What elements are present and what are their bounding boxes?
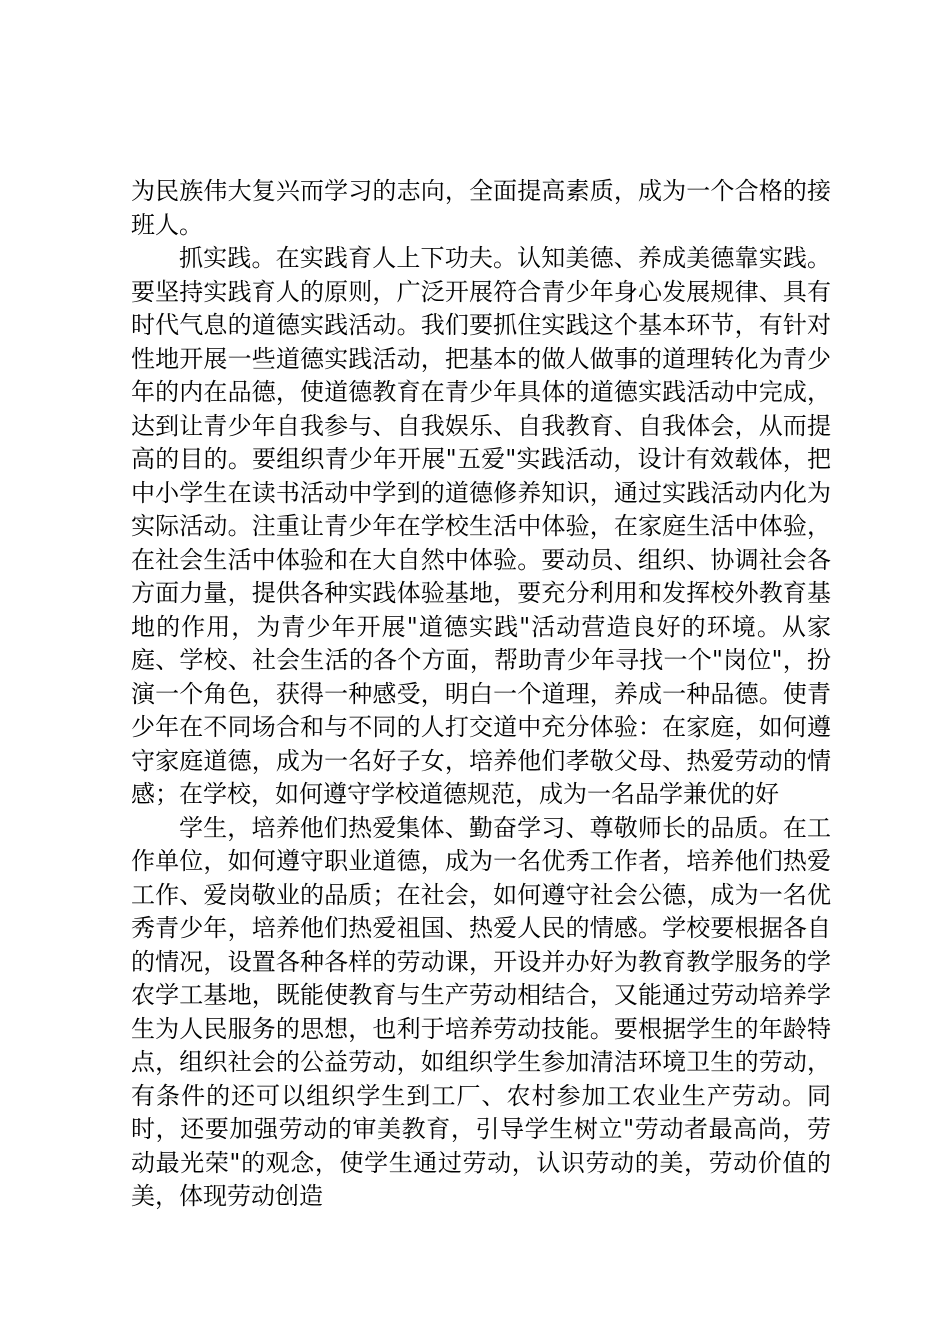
paragraph-2: 抓实践。在实践育人上下功夫。认知美德、养成美德靠实践。要坚持实践育人的原则，广泛开展符合青少年身心发展规律、具有时代气息的道德实践活动。我们要抓住实践这个基本环节，有针对性地开展一些道德实践活动，把基本的做人做事的道理转化为青少年的内在品德，使道德教育在青少年具体的道德实践活动中完成，达到让青少年自我参与、自我娱乐、自我教育、自我体会，从而提高的目的。要组织青少年开展"五爱"实践活动，设计有效载体，把中小学生在读书活动中学到的道德修养知识，通过实践活动内化为实际活动。注重让青少年在学校生活中体验，在家庭生活中体验，在社会生活中体验和在大自然中体验。要动员、组织、协调社会各方面力量，提供各种实践体验基地，要充分利用和发挥校外教育基地的作用，为青少年开展"道德实践"活动营造良好的环境。从家庭、学校、社会生活的各个方面，帮助青少年寻找一个"岗位"，扮演一个角色，获得一种感受，明白一个道理，养成一种品德。使青少年在不同场合和与不同的人打交道中充分体验：在家庭，如何遵守家庭道德，成为一名好子女，培养他们孝敬父母、热爱劳动的情感；在学校，如何遵守学校道德规范，成为一名品学兼优的好	[131, 244, 831, 808]
paragraph-3: 学生，培养他们热爱集体、勤奋学习、尊敬师长的品质。在工作单位，如何遵守职业道德，成为一名优秀工作者，培养他们热爱工作、爱岗敬业的品质；在社会，如何遵守社会公德，成为一名优秀青少年，培养他们热爱祖国、热爱人民的情感。学校要根据各自的情况，设置各种各样的劳动课，开设并办好为教育教学服务的学农学工基地，既能使教育与生产劳动相结合，又能通过劳动培养学生为人民服务的思想，也利于培养劳动技能。要根据学生的年龄特点，组织社会的公益劳动，如组织学生参加清洁环境卫生的劳动，有条件的还可以组织学生到工厂、农村参加工农业生产劳动。同时，还要加强劳动的审美教育，引导学生树立"劳动者最高尚，劳动最光荣"的观念，使学生通过劳动，认识劳动的美，劳动价值的美，体现劳动创造	[131, 813, 831, 1210]
paragraph-1: 为民族伟大复兴而学习的志向，全面提高素质，成为一个合格的接班人。	[131, 177, 831, 239]
document-body	[131, 175, 831, 1214]
